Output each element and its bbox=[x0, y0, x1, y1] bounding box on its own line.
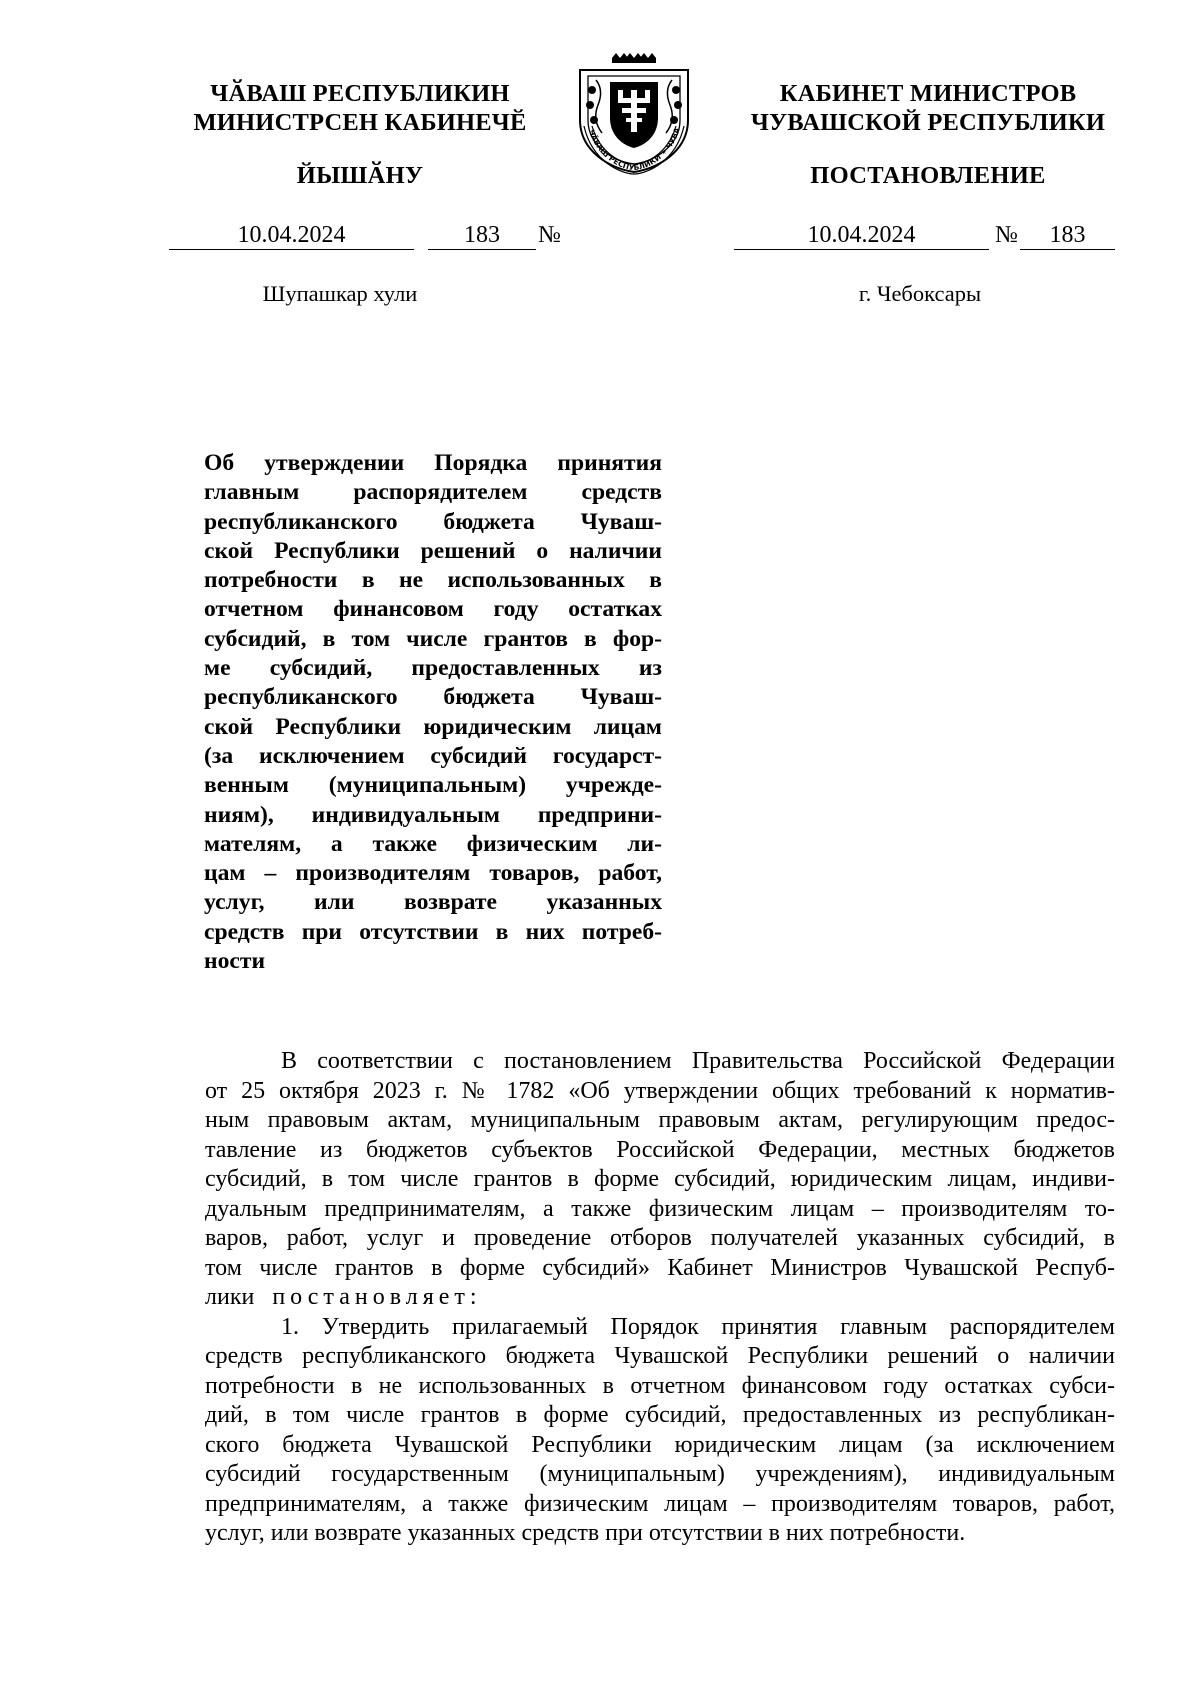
body-line: потребности в не использованных в отчетном финансовом году остатках субси- bbox=[205, 1372, 1115, 1399]
left-number-field bbox=[428, 221, 536, 250]
body-line: тавление из бюджетов субъектов Российской Федерации, местных бюджетов bbox=[205, 1136, 1115, 1163]
title-line: венным (муниципальным) учрежде- bbox=[204, 772, 662, 799]
title-line: ниям), индивидуальным предприни- bbox=[204, 801, 662, 828]
body-line: дуальным предпринимателям, а также физическим лицам – производителям то- bbox=[205, 1195, 1115, 1222]
body-line: средств республиканского бюджета Чувашской Республики решений о наличии bbox=[205, 1343, 1115, 1369]
title-line: потребности в не использованных в bbox=[204, 567, 662, 594]
body-line: услуг, или возврате указанных средств при отсутствии в них потребности. bbox=[205, 1520, 966, 1546]
body-line: субсидий государственным (муниципальным) учреждениям), индивидуальным bbox=[205, 1461, 1115, 1487]
right-org-line2: ЧУВАШСКОЙ РЕСПУБЛИКИ bbox=[750, 109, 1106, 136]
left-date: 10.04.2024 bbox=[237, 222, 346, 248]
body-line: субсидий, в том числе грантов в форме субсидий, юридическим лицам, индиви- bbox=[205, 1166, 1115, 1192]
left-org-line2: МИНИСТРСЕН КАБИНЕЧӖ bbox=[193, 109, 527, 136]
title-line: услуг, или возврате указанных bbox=[204, 889, 662, 916]
title-line: республиканского бюджета Чуваш- bbox=[204, 508, 662, 535]
body-line: варов, работ, услуг и проведение отборов получателей указанных субсидий, в bbox=[205, 1225, 1115, 1251]
body-line: ным правовым актам, муниципальным правовым актам, регулирующим предос- bbox=[205, 1107, 1115, 1133]
body-line: ского бюджета Чувашской Республики юридическим лицам (за исключением bbox=[205, 1431, 1115, 1458]
clause-1-paragraph bbox=[205, 1313, 1115, 1549]
title-line: средств при отсутствии в них потреб- bbox=[204, 918, 662, 945]
title-line: (за исключением субсидий государст- bbox=[204, 742, 662, 769]
title-line: мателям, а также физическим ли- bbox=[204, 830, 662, 857]
body-line: от 25 октября 2023 г. № 1782 «Об утверждении общих требований к норматив- bbox=[205, 1077, 1115, 1104]
preamble-paragraph bbox=[205, 1047, 1115, 1313]
body-line: том числе грантов в форме субсидий» Кабинет Министров Чувашской Респуб- bbox=[205, 1254, 1115, 1281]
left-date-field bbox=[169, 221, 414, 250]
right-date: 10.04.2024 bbox=[807, 222, 916, 248]
left-number-sign: № bbox=[538, 222, 561, 248]
right-number-sign: № bbox=[995, 222, 1018, 248]
title-line: главным распорядителем средств bbox=[204, 479, 662, 506]
right-doc-type: ПОСТАНОВЛЕНИЕ bbox=[810, 162, 1046, 189]
title-line: цам – производителям товаров, работ, bbox=[204, 860, 662, 887]
title-line: ности bbox=[204, 948, 266, 975]
body-line: 1. Утвердить прилагаемый Порядок принятия главным распорядителем bbox=[281, 1313, 1115, 1340]
left-place: Шупашкар хули bbox=[262, 281, 418, 306]
right-place: г. Чебоксары bbox=[858, 281, 982, 306]
left-doc-type: ЙЫШӐНУ bbox=[296, 162, 424, 189]
title-line: ме субсидий, предоставленных из bbox=[204, 655, 662, 682]
left-number: 183 bbox=[464, 222, 500, 248]
title-line: субсидий, в том числе грантов в фор- bbox=[204, 625, 662, 652]
right-number: 183 bbox=[1049, 222, 1086, 248]
document-body bbox=[205, 1047, 1115, 1549]
title-line: Об утверждении Порядка принятия bbox=[204, 450, 662, 476]
body-line: В соответствии с постановлением Правительства Российской Федерации bbox=[281, 1048, 1115, 1074]
coat-of-arms-emblem bbox=[560, 50, 708, 175]
left-org-line1: ЧӐВАШ РЕСПУБЛИКИН bbox=[210, 80, 510, 107]
title-line: ской Республики юридическим лицам bbox=[204, 713, 662, 740]
title-line: ской Республики решений о наличии bbox=[204, 537, 662, 564]
header-left-org bbox=[160, 79, 560, 137]
right-number-field bbox=[1020, 221, 1115, 250]
body-line: предпринимателям, а также физическим лицам – производителям товаров, работ, bbox=[205, 1490, 1115, 1517]
header-right-org bbox=[728, 79, 1128, 137]
body-line-prefix: лики bbox=[205, 1284, 255, 1310]
document-title bbox=[204, 449, 662, 976]
body-line: дий, в том числе грантов в форме субсидий, предоставленных из республикан- bbox=[205, 1402, 1115, 1428]
decree-word: постановляет: bbox=[272, 1284, 482, 1310]
body-line bbox=[205, 1283, 1115, 1313]
title-line: республиканского бюджета Чуваш- bbox=[204, 684, 662, 711]
right-date-field bbox=[734, 221, 989, 250]
emblem-icon bbox=[560, 50, 708, 175]
title-line: отчетном финансовом году остатках bbox=[204, 596, 662, 623]
right-org-line1: КАБИНЕТ МИНИСТРОВ bbox=[779, 80, 1077, 107]
emblem-ring-text: ЧӐВАШ РЕСПУБЛИКИ ✶ ЧУВА bbox=[586, 126, 682, 173]
